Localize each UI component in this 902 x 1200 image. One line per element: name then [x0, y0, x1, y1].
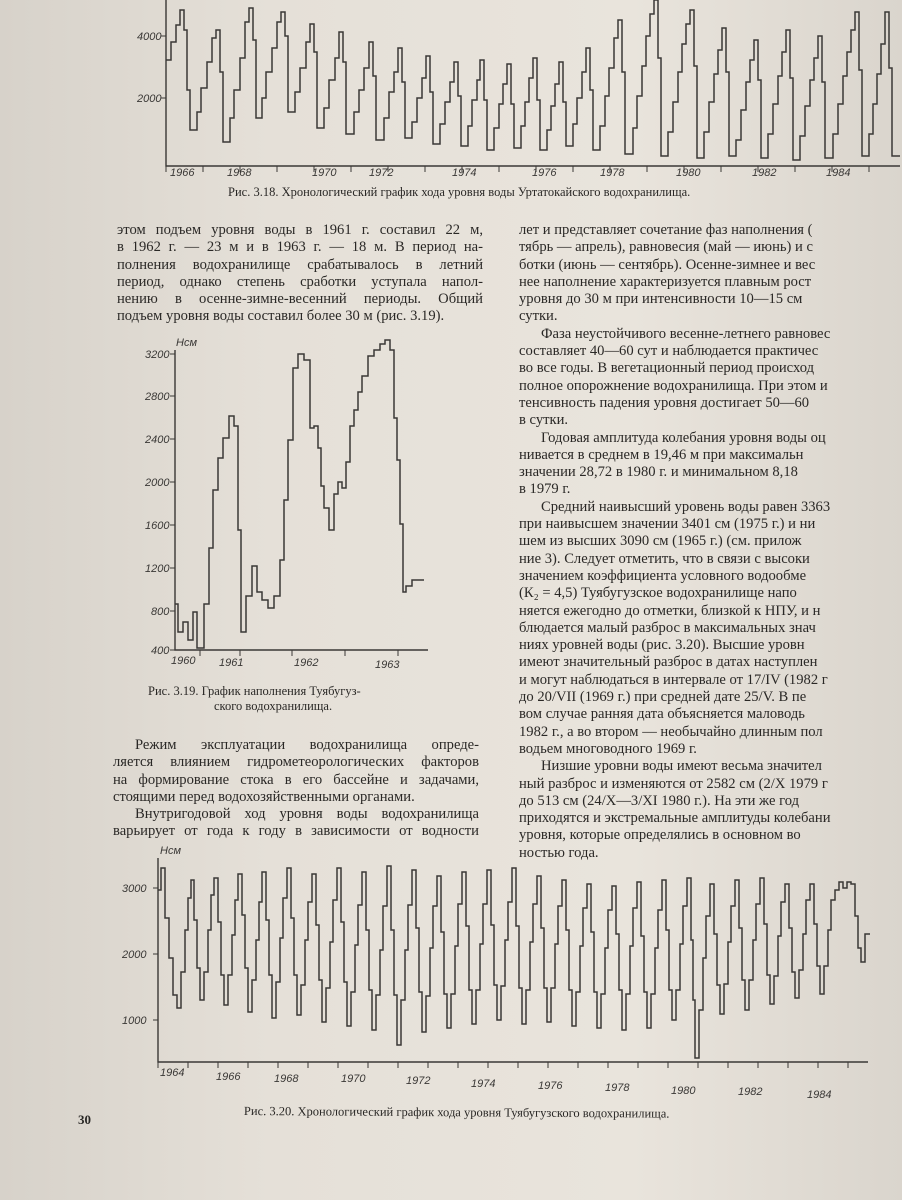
text-line: значении 28,72 в 1980 г. и минимальном 8,18	[519, 464, 798, 481]
fig320-caption: Рис. 3.20. Хронологический график хода уровня Туябугузского водохранилища.	[243, 1104, 670, 1121]
fig320-y-tick-label: 1000	[122, 1015, 147, 1027]
fig319-x-tick-label: 1963	[375, 659, 400, 671]
text-line: ние 3). Следует отметить, что в связи с высоки	[519, 550, 810, 567]
fig320-y-unit: Нсм	[160, 845, 181, 857]
fig319-x-tick-label: 1961	[219, 657, 244, 669]
text-line: варьирует от года к году в зависимости от водности	[113, 823, 479, 840]
fig319-x-tick-label: 1960	[171, 655, 196, 667]
text-line: тенсивность падения уровня достигает 50—60	[519, 394, 810, 411]
text-line: ностью года.	[519, 844, 599, 861]
fig319-y-tick-label: 800	[151, 606, 170, 618]
text-line: нению в осенне-зимне-весенний периоды. Общий	[117, 291, 483, 308]
text-line: Годовая амплитуда колебания уровня воды оц	[541, 429, 826, 446]
fig318-x-tick-label: 1966	[170, 167, 195, 179]
text-line: и могут наблюдаться в интервале от 17/IV (1982 г	[519, 671, 828, 688]
text-line: значением коэффициента условного водообме	[519, 567, 807, 584]
fig318-caption: Рис. 3.18. Хронологический график хода уровня воды Уртатокайского водохранилища.	[228, 185, 691, 199]
fig320-x-tick-label: 1968	[274, 1073, 299, 1085]
fig319-x-tick-label: 1962	[294, 657, 319, 669]
fig320-y-ticks	[121, 883, 158, 1027]
fig318-x-tick-label: 1970	[312, 167, 337, 179]
text-line: няется ежегодно до отметки, близкой к НПУ, и н	[519, 602, 821, 619]
text-line: приходятся и экстремальные амплитуды колебани	[519, 810, 831, 827]
fig320-x-tick-label: 1980	[671, 1085, 696, 1097]
fig320-y-tick-label: 3000	[122, 883, 147, 895]
text-line: блюдается малый разброс в максимальных знач	[519, 619, 816, 636]
fig319-y-tick-label: 2000	[145, 477, 170, 489]
text-line: 1982 г., а во втором — необычайно длинным пол	[519, 723, 823, 740]
text-line: уровня до 30 м при интенсивности 10—15 см	[519, 291, 803, 308]
fig318-x-tick-label: 1982	[752, 167, 777, 179]
fig319-y-tick-label: 2400	[145, 434, 170, 446]
text-line: уровня, которые определялись в основном во	[519, 827, 801, 844]
text-line: Низшие уровни воды имеют весьма значител	[541, 758, 822, 775]
fig320-x-tick-label: 1976	[538, 1080, 563, 1092]
text-line: тябрь — апрель), равновесия (май — июнь) и с	[519, 239, 813, 256]
text-line: этом подъем уровня воды в 1961 г. составил 22 м,	[117, 222, 483, 238]
fig320-x-ticks	[158, 1062, 848, 1101]
text-line: в 1979 г.	[519, 481, 571, 498]
text-line: период, однако степень сработки уступала напол-	[117, 273, 483, 290]
fig318-x-tick-label: 1974	[452, 167, 477, 179]
fig320-x-tick-label: 1978	[605, 1082, 630, 1094]
text-line: Фаза неустойчивого весенне-летнего равновес	[541, 325, 831, 342]
text-line: ляется влиянием гидрометеорологических факторов	[113, 754, 479, 771]
fig320-x-tick-label: 1972	[406, 1075, 431, 1087]
fig319-caption-line-2: ского водохранилища.	[214, 699, 333, 713]
fig318-x-tick-label: 1968	[227, 167, 252, 179]
fig320-level-trace	[158, 866, 870, 1058]
text-line: лет и представляет сочетание фаз наполнения (	[519, 222, 813, 238]
text-line: Внутригодовой ход уровня воды водохранилища	[135, 806, 479, 823]
fig319-y-tick-label: 2800	[145, 391, 170, 403]
fig319-y-tick-label: 3200	[145, 349, 170, 361]
fig318-x-tick-label: 1972	[369, 167, 394, 179]
fig320-x-tick-label: 1974	[471, 1078, 496, 1090]
text-line: составляет 40—60 сут и наблюдается практичес	[519, 343, 819, 360]
fig318-x-tick-label: 1980	[676, 167, 701, 179]
fig320-x-tick-label: 1970	[341, 1073, 366, 1085]
text-line: нее наполнение характеризуется плавным рост	[519, 273, 812, 290]
text-line: (К₂ = 4,5) Туябугузское водохранилище напо	[519, 585, 797, 602]
text-line: нивается в среднем в 19,46 м при максимальн	[519, 446, 804, 463]
page-number: 30	[78, 1112, 91, 1127]
fig318-y-tick-label: 2000	[137, 93, 162, 105]
text-line: ботки (июнь — сентябрь). Осенне-зимнее и вес	[519, 256, 816, 273]
fig318-x-tick-label: 1984	[826, 167, 851, 179]
text-line: при наивысшем значении 3401 см (1975 г.) и ни	[519, 516, 816, 533]
fig319-y-unit: Нсм	[176, 337, 197, 349]
text-line: сутки.	[519, 308, 558, 325]
fig320-x-tick-label: 1966	[216, 1071, 241, 1083]
fig320-x-tick-label: 1964	[160, 1067, 185, 1079]
text-line: ниях уровней воды (рис. 3.20). Высшие уровн	[519, 637, 805, 654]
fig318-y-tick-label: 4000	[137, 31, 162, 43]
text-line: ный разброс и изменяются от 2582 см (2/X 1979 г	[519, 775, 828, 792]
text-line: в 1962 г. — 23 м и в 1963 г. — 18 м. В период на-	[117, 239, 483, 256]
text-line: на формирование стока в его бассейне и задачами,	[113, 771, 479, 788]
text-line: полное опорожнение водохранилища. При этом и	[519, 377, 828, 394]
fig320-y-tick-label: 2000	[122, 949, 147, 961]
fig319-caption-line-1: Рис. 3.19. График наполнения Туябугуз-	[148, 684, 361, 698]
fig320-axes	[158, 858, 868, 1062]
fig318-x-tick-label: 1978	[600, 167, 625, 179]
fig320-x-tick-label: 1982	[738, 1086, 763, 1098]
text-line: в сутки.	[519, 412, 569, 429]
text-line: шем из высших 3090 см (1965 г.) (см. прилож	[519, 533, 802, 550]
text-line: до 20/VII (1969 г.) при средней дате 25/V. В пе	[519, 689, 807, 706]
text-line: имеют значительный разброс в датах наступлен	[519, 654, 818, 671]
text-line: Средний наивысший уровень воды равен 3363	[541, 498, 831, 515]
fig318-x-tick-label: 1976	[532, 167, 557, 179]
text-line: стоящими перед водохозяйственными органами.	[113, 788, 415, 805]
text-line: подъем уровня воды составил более 30 м (рис. 3.19).	[117, 308, 445, 325]
text-line: водьем многоводного 1969 г.	[519, 740, 697, 757]
text-line: во все годы. В вегетационный период происход	[519, 360, 815, 377]
fig320-x-tick-label: 1984	[807, 1089, 832, 1101]
text-line: вом случае ранняя дата объясняется маловодь	[519, 706, 805, 723]
text-line: полнения водохранилище срабатывалось в летний	[117, 256, 483, 273]
fig319-y-tick-label: 1200	[145, 563, 170, 575]
fig319-y-tick-label: 400	[151, 645, 170, 657]
text-line: Режим эксплуатации водохранилища опреде-	[135, 737, 479, 753]
text-line: до 513 см (24/X—3/XI 1980 г.). На эти же год	[519, 792, 799, 809]
fig319-y-tick-label: 1600	[145, 520, 170, 532]
